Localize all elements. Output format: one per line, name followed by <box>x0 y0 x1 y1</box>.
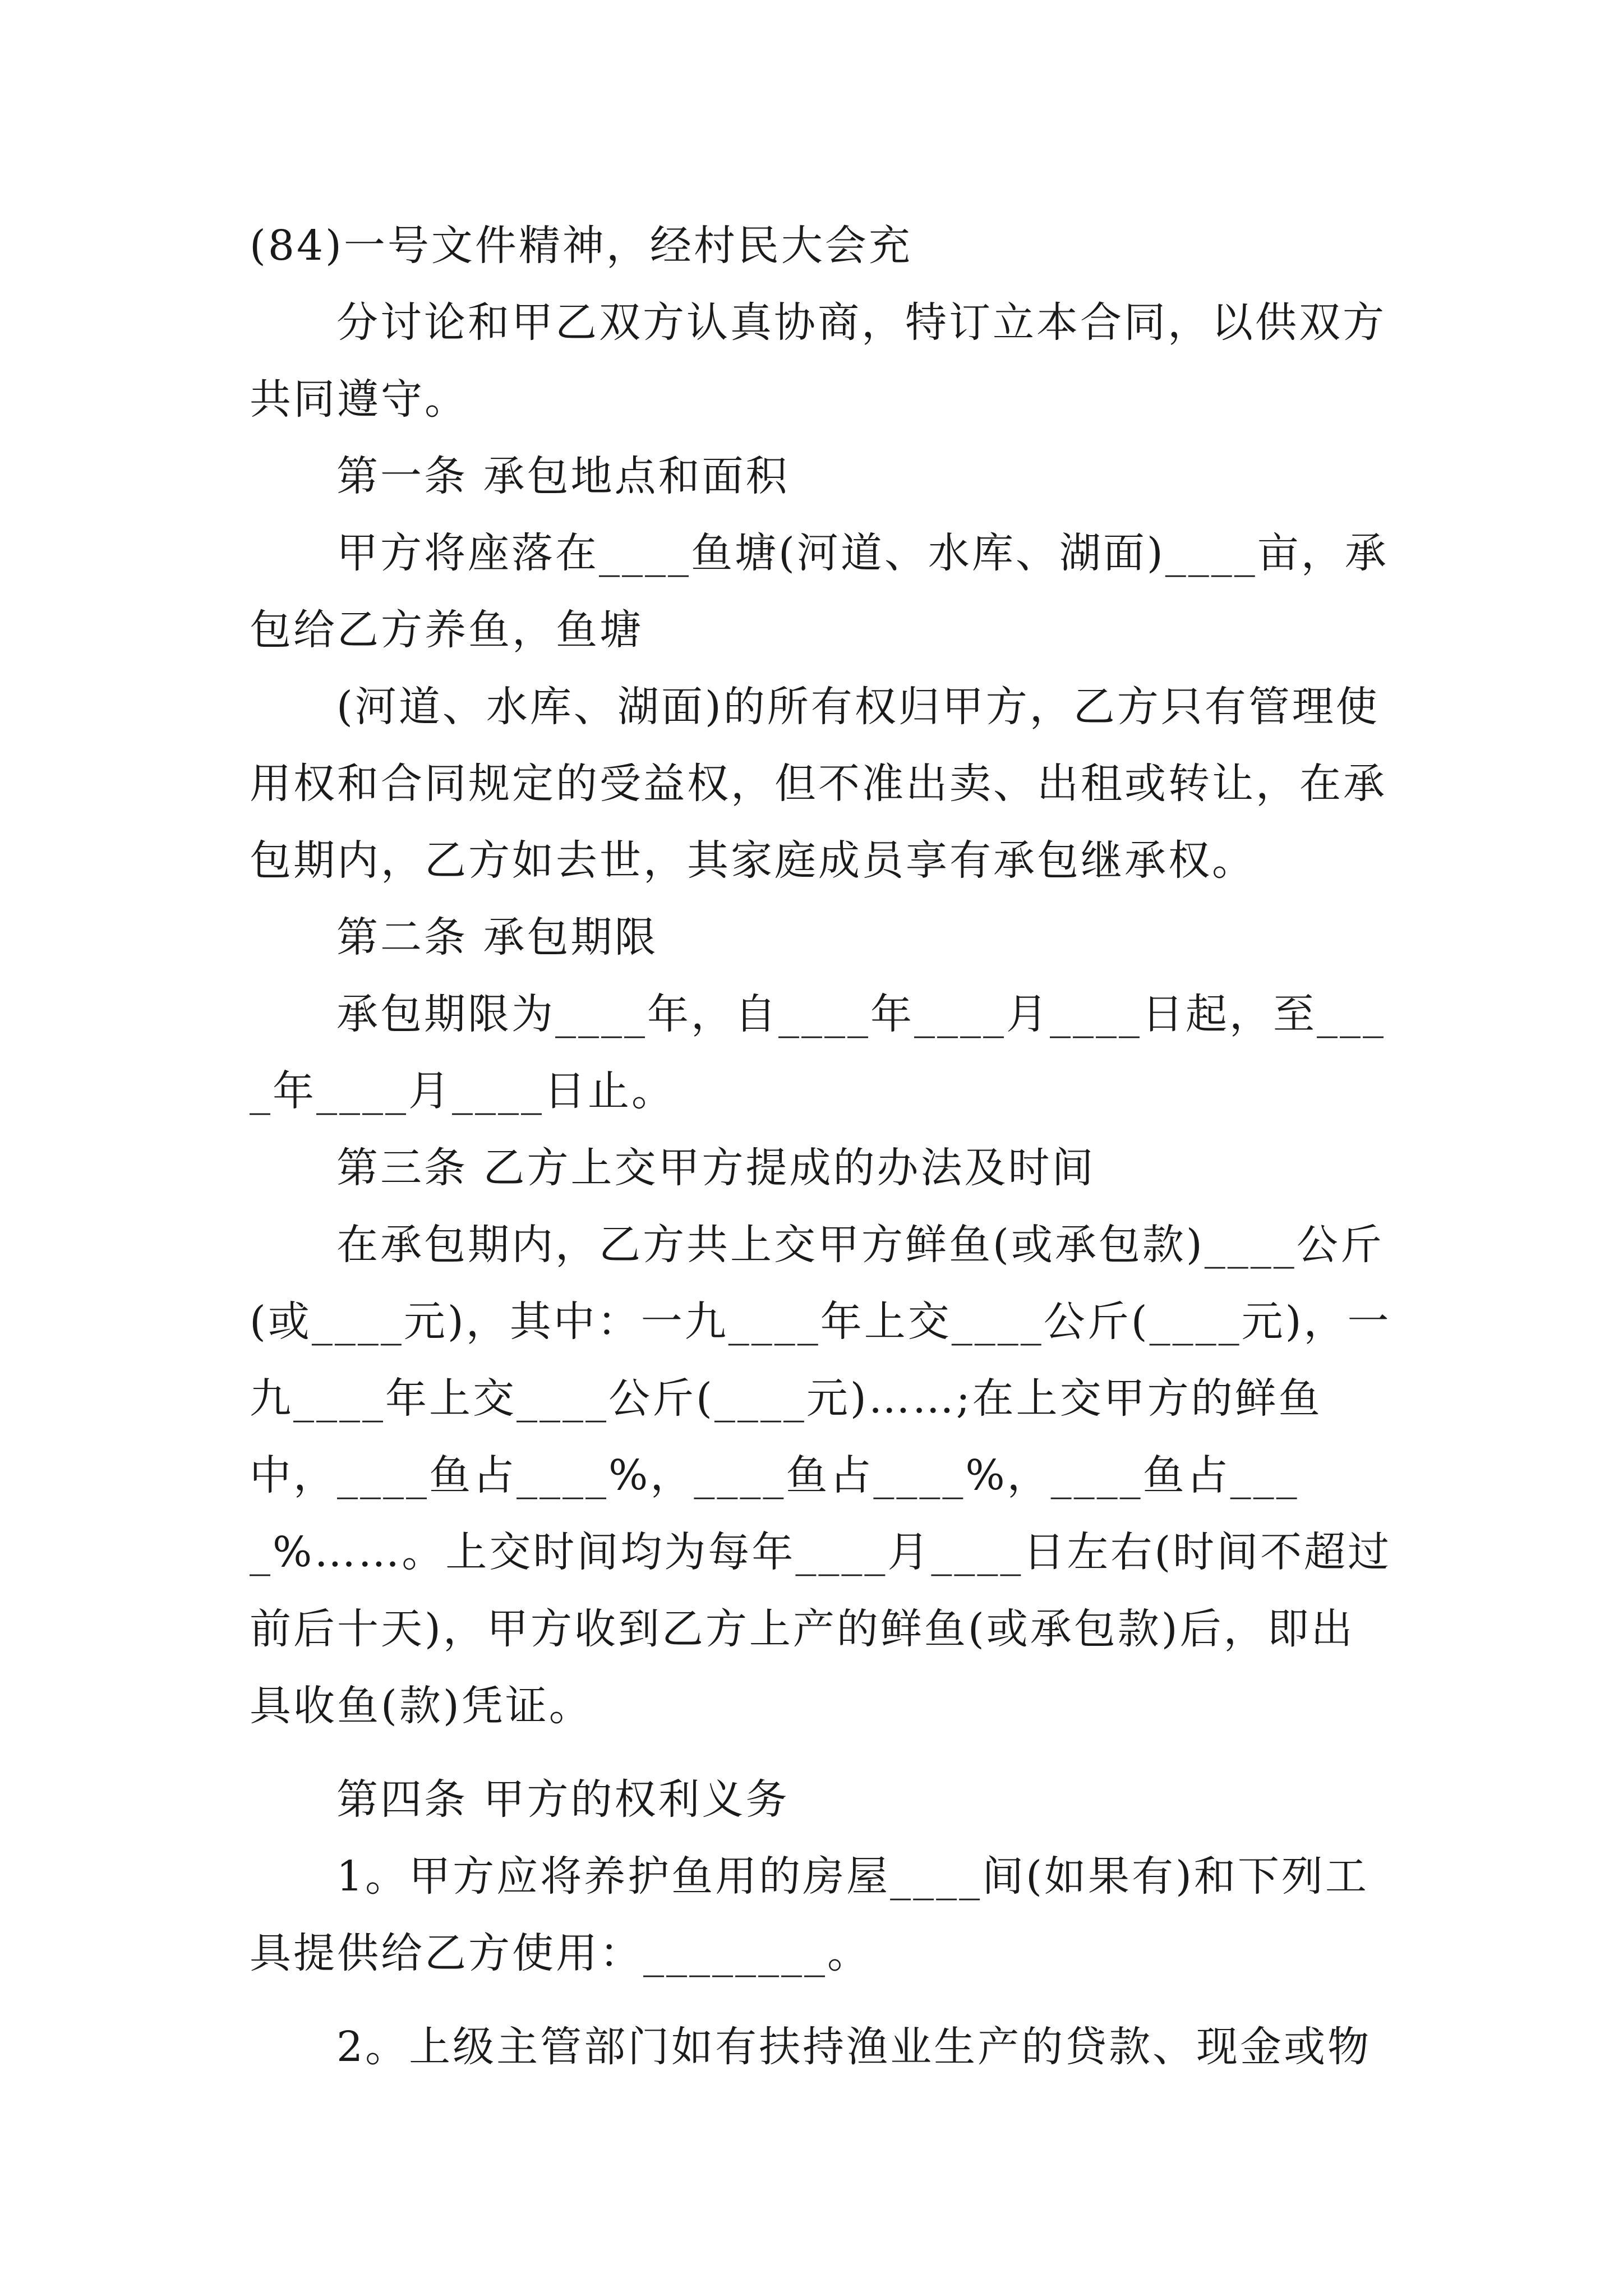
article-4-item-2: 2。上级主管部门如有扶持渔业生产的贷款、现金或物 <box>336 2023 1372 2071</box>
article-4-heading: 第四条 甲方的权利义务 <box>336 1775 790 1824</box>
article-4-item-1: 1。甲方应将养护鱼用的房屋____间(如果有)和下列工具提供给乙方使用：________。 <box>250 1852 1369 1977</box>
article-2-term: 承包期限为____年，自____年____月____日起，至____年____月____日止。 <box>250 990 1386 1115</box>
article-2-heading: 第二条 承包期限 <box>336 913 658 961</box>
paragraph-intro-continuation: (84)一号文件精神，经村民大会充 <box>250 222 912 270</box>
article-1-location-area: 甲方将座落在____鱼塘(河道、水库、湖面)____亩，承包给乙方养鱼，鱼塘 <box>250 529 1389 654</box>
paragraph-agreement-purpose: 分讨论和甲乙双方认真协商，特订立本合同，以供双方共同遵守。 <box>250 298 1386 424</box>
article-3-payment: 在承包期内，乙方共上交甲方鲜鱼(或承包款)____公斤(或____元)，其中：一九____年上交____公斤(____元)，一九____年上交____公斤(____元)……;在上交甲方的鲜鱼中，____鱼占____%，____鱼占____%，____鱼占____%……。上交时间均为每年____月____日左右(时间不超过前后十天)，甲方收到乙方上产的鲜鱼(或承包款)后，即出具收鱼(款)凭证。 <box>250 1221 1392 1730</box>
article-1-heading: 第一条 承包地点和面积 <box>336 452 790 500</box>
document-body <box>250 208 1394 2086</box>
article-1-ownership: (河道、水库、湖面)的所有权归甲方，乙方只有管理使用权和合同规定的受益权，但不准出卖、出租或转让，在承包期内，乙方如去世，其家庭成员享有承包继承权。 <box>250 683 1387 885</box>
article-3-heading: 第三条 乙方上交甲方提成的办法及时间 <box>336 1144 1096 1192</box>
